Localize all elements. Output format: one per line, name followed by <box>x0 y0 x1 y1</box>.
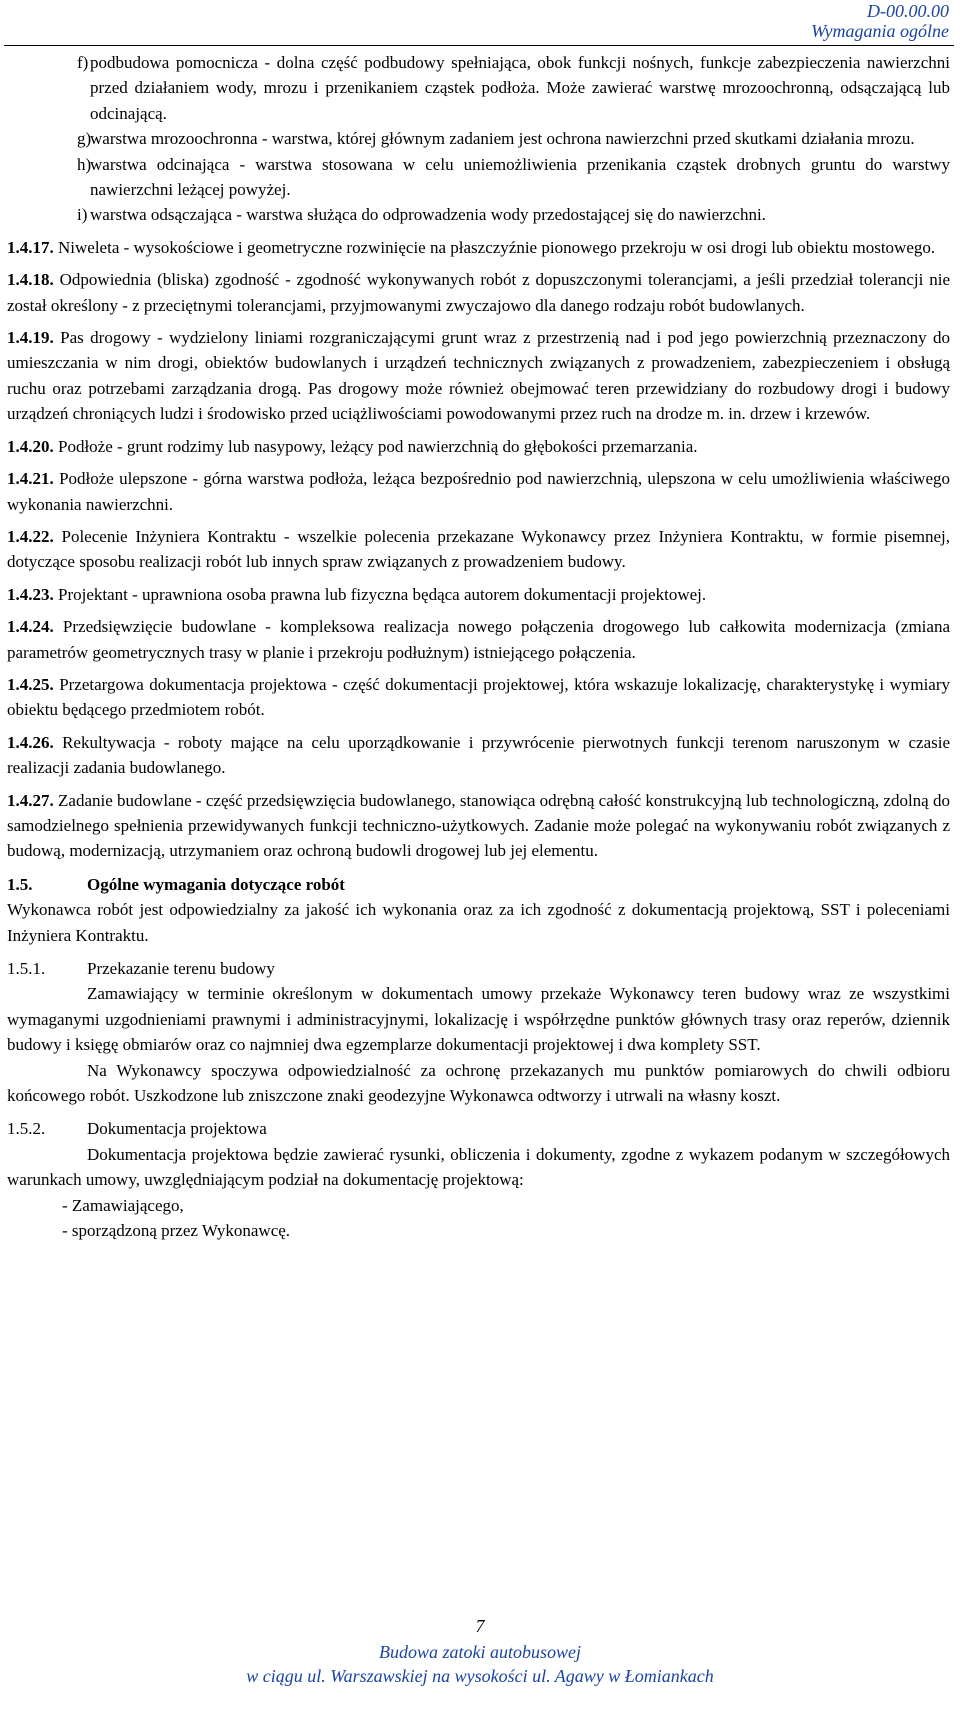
section-title: Ogólne wymagania dotyczące robót <box>87 874 345 894</box>
definition-text: Odpowiednia (bliska) zgodność - zgodność wykonywanych robót z dopuszczonymi tolerancjami, a jeśli przedział tolerancji nie został określony - z przeciętnymi tolerancjami, przyjmowanymi zwyczajowo dla danego rodzaju robót budowlanych. <box>7 270 950 315</box>
definition-number: 1.4.26. <box>7 732 54 752</box>
definition <box>7 788 950 864</box>
definition <box>7 325 950 427</box>
section-title: Dokumentacja projektowa <box>87 1119 267 1139</box>
section-number: 1.5.2. <box>7 1119 46 1139</box>
footer-line-1: Budowa zatoki autobusowej <box>379 1642 581 1662</box>
list-item <box>7 50 950 126</box>
list-text: warstwa mrozoochronna - warstwa, której głównym zadaniem jest ochrona nawierzchni przed skutkami działania mrozu. <box>90 129 915 149</box>
list-item <box>7 202 950 227</box>
definition <box>7 524 950 575</box>
definition <box>7 730 950 781</box>
section-title: Przekazanie terenu budowy <box>87 959 275 978</box>
list-label: g) <box>77 129 92 149</box>
definition-number: 1.4.25. <box>7 674 54 694</box>
definition <box>7 434 950 459</box>
list-text: warstwa odcinająca - warstwa stosowana w celu uniemożliwienia przenikania cząstek drobnych gruntu do warstwy nawierzchni leżącej powyżej. <box>90 154 950 200</box>
subsection-heading <box>7 956 950 981</box>
list-label: i) <box>77 205 88 225</box>
list-item <box>7 152 950 203</box>
definition-text: Projektant - uprawniona osoba prawna lub fizyczna będąca autorem dokumentacji projektowej. <box>58 584 707 604</box>
definition-text: Pas drogowy - wydzielony liniami rozgraniczającymi grunt wraz z przestrzenią nad i pod jego powierzchnią przeznaczony do umieszczania w nim drogi, obiektów budowlanych i urządzeń technicznych związanych z prowadzeniem, zabezpieczeniem i obsługą ruchu oraz potrzebami zarządzania drogą. Pas drogowy może również obejmować teren przewidziany do rozbudowy drogi i budowy urządzeń chroniących ludzi i środowisko przed uciążliwościami powodowanymi przez ruch na drodze m. in. drzew i krzewów. <box>7 328 950 424</box>
header-code: D-00.00.00 <box>867 1 949 21</box>
definition-number: 1.4.23. <box>7 584 54 604</box>
definition-text: Polecenie Inżyniera Kontraktu - wszelkie polecenia przekazane Wykonawcy przez Inżyniera Kontraktu, w formie pisemnej, dotyczące sposobu realizacji robót lub innych spraw związanych z prowadzeniem budowy. <box>7 526 951 572</box>
page-number: 7 <box>475 1616 485 1636</box>
header-title: Wymagania ogólne <box>811 21 949 41</box>
definition-number: 1.4.22. <box>7 526 54 546</box>
section-paragraph: Wykonawca robót jest odpowiedzialny za jakość ich wykonania oraz za ich zgodność z dokumentacją projektową, SST i poleceniami Inżyniera Kontraktu. <box>7 900 950 945</box>
list-text: warstwa odsączająca - warstwa służąca do odprowadzenia wody przedostającej się do nawierzchni. <box>90 205 766 225</box>
definition-number: 1.4.19. <box>7 328 54 348</box>
footer-line-2: w ciągu ul. Warszawskiej na wysokości ul. Agawy w Łomiankach <box>246 1666 714 1686</box>
definition-text: Podłoże ulepszone - górna warstwa podłoża, leżąca bezpośrednio pod nawierzchnią, ulepszona w celu umożliwienia właściwego wykonania nawierzchni. <box>7 469 950 514</box>
definition-number: 1.4.24. <box>7 617 54 637</box>
definition-number: 1.4.17. <box>7 237 54 257</box>
definition-number: 1.4.18. <box>7 270 54 290</box>
definition <box>7 672 950 723</box>
section-heading <box>7 872 950 897</box>
definition <box>7 267 950 318</box>
bullet-item: - sporządzoną przez Wykonawcę. <box>62 1221 291 1241</box>
definition-text: Niweleta - wysokościowe i geometryczne rozwinięcie na płaszczyźnie pionowego przekroju w osi drogi lub obiektu mostowego. <box>58 237 936 257</box>
subsection-heading <box>7 1116 950 1141</box>
definition-text: Przetargowa dokumentacja projektowa - część dokumentacji projektowej, która wskazuje lokalizację, charakterystykę i wymiary obiektu będącego przedmiotem robót. <box>7 674 951 720</box>
definition <box>7 614 950 665</box>
definition-text: Zadanie budowlane - część przedsięwzięcia budowlanego, stanowiąca odrębną całość konstrukcyjną lub technologiczną, zdolną do samodzielnego spełnienia przewidywanych funkcji techniczno-użytkowych. Zadanie może polegać na wykonywaniu robót związanych z budową, modernizacją, utrzymaniem oraz ochroną budowli drogowej lub jej elementu. <box>7 790 951 861</box>
section-paragraph: Na Wykonawcy spoczywa odpowiedzialność za ochronę przekazanych mu punktów pomiarowych do chwili odbioru końcowego robót. Uszkodzone lub zniszczone znaki geodezyjne Wykonawca odtworzy i utrwali na własny koszt. <box>7 1060 950 1106</box>
definition <box>7 235 950 260</box>
definition-text: Rekultywacja - roboty mające na celu uporządkowanie i przywrócenie pierwotnych funkcji terenom naruszonym w czasie realizacji zadania budowlanego. <box>7 732 951 778</box>
definition <box>7 466 950 517</box>
section-number: 1.5.1. <box>7 959 46 978</box>
list-text: podbudowa pomocnicza - dolna część podbudowy spełniająca, obok funkcji nośnych, funkcje zabezpieczenia nawierzchni przed działaniem wody, mrozu i przenikaniem cząstek podłoża. Może zawierać warstwę mrozoochronną, odsączającą lub odcinającą. <box>90 53 950 123</box>
definition-text: Podłoże - grunt rodzimy lub nasypowy, leżący pod nawierzchnią do głębokości przemarzania. <box>58 436 698 456</box>
section-number: 1.5. <box>7 874 33 894</box>
section-paragraph: Zamawiający w terminie określonym w dokumentach umowy przekaże Wykonawcy teren budowy wraz ze wszystkimi wymaganymi uzgodnieniami prawnymi i administracyjnymi, lokalizację i współrzędne punktów głównych trasy oraz reperów, dziennik budowy i księgę obmiarów oraz co najmniej dwa egzemplarze dokumentacji projektowej i dwa komplety SST. <box>7 984 950 1055</box>
list-label: f) <box>77 53 89 72</box>
bullet-item: - Zamawiającego, <box>62 1195 184 1215</box>
list-label: h) <box>77 154 92 174</box>
list-item <box>7 126 950 151</box>
definition-number: 1.4.21. <box>7 469 54 489</box>
definition-text: Przedsięwzięcie budowlane - kompleksowa realizacja nowego połączenia drogowego lub całkowita modernizacja (zmiana parametrów geometrycznych trasy w planie i przekroju podłużnym) istniejącego połączenia. <box>7 617 950 662</box>
definition <box>7 582 950 607</box>
section-paragraph: Dokumentacja projektowa będzie zawierać rysunki, obliczenia i dokumenty, zgodne z wykazem podanym w szczegółowych warunkach umowy, uwzględniającym podział na dokumentację projektową: <box>7 1144 950 1190</box>
definition-number: 1.4.20. <box>7 436 54 456</box>
definition-number: 1.4.27. <box>7 790 54 810</box>
header-rule <box>4 45 954 46</box>
document-body <box>7 50 950 1243</box>
